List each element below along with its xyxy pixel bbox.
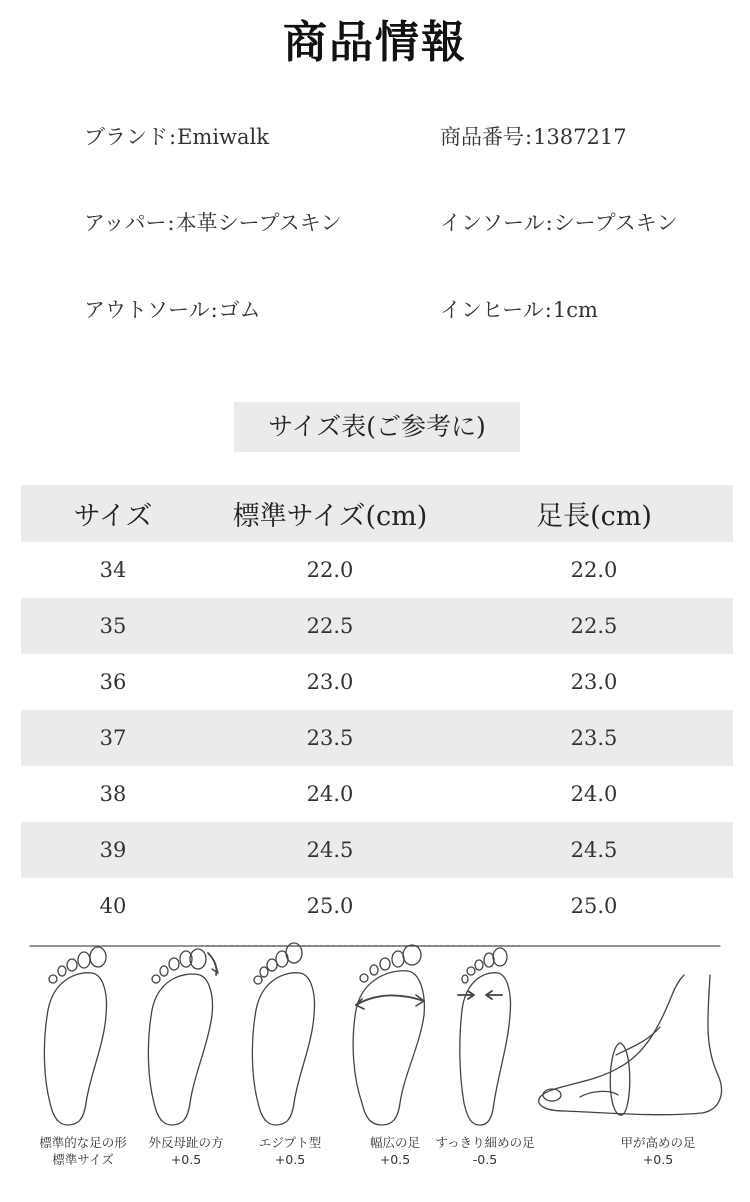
cell-standard-size: 24.5 <box>205 822 455 878</box>
foot-type-name: 外反母趾の方 <box>148 1135 224 1150</box>
spec-upper <box>84 207 342 237</box>
spec-label: アウトソール <box>84 298 210 322</box>
spec-value: 1387217 <box>533 125 627 149</box>
foot-type-standard <box>30 1134 136 1168</box>
cell-size: 35 <box>21 598 205 654</box>
foot-type-name: 幅広の足 <box>369 1135 420 1150</box>
table-row <box>21 822 733 878</box>
page-title: 商品情報 <box>283 17 467 68</box>
cell-standard-size: 24.0 <box>306 782 354 806</box>
foot-type-high-instep <box>606 1134 710 1168</box>
cell-standard-size: 25.0 <box>306 894 354 918</box>
table-row <box>21 654 733 710</box>
size-table <box>21 485 733 934</box>
foot-type-adjustment: -0.5 <box>472 1152 498 1167</box>
cell-foot-length: 23.0 <box>570 670 618 694</box>
column-header-standard-size: 標準サイズ(cm) <box>205 485 455 542</box>
foot-type-wide <box>350 1134 440 1168</box>
cell-size: 39 <box>21 822 205 878</box>
table-row <box>21 598 733 654</box>
foot-type-name: エジプト型 <box>258 1135 322 1150</box>
spec-separator: : <box>544 298 552 322</box>
spec-label: インヒール <box>440 298 544 322</box>
cell-size: 38 <box>99 782 127 806</box>
foot-type-name: 甲が高めの足 <box>620 1135 696 1150</box>
spec-separator: : <box>545 211 553 235</box>
cell-foot-length: 22.0 <box>570 558 618 582</box>
standard-foot-icon <box>44 947 106 1125</box>
foot-type-name: 標準的な足の形 <box>39 1135 127 1150</box>
size-chart-heading: サイズ表(ご参考に) <box>234 402 520 452</box>
cell-standard-size: 22.0 <box>306 558 354 582</box>
spec-item-number <box>440 121 627 151</box>
cell-size: 37 <box>21 710 205 766</box>
cell-size: 40 <box>99 894 127 918</box>
spec-label: 商品番号 <box>440 125 524 149</box>
spec-separator: : <box>167 211 175 235</box>
table-row <box>21 878 733 934</box>
wide-foot-icon <box>353 945 424 1125</box>
table-header-row <box>21 485 733 542</box>
spec-inner-heel <box>440 294 598 324</box>
spec-value: ゴム <box>218 298 261 322</box>
foot-type-adjustment: +0.5 <box>379 1152 411 1167</box>
high-instep-foot-icon <box>539 975 722 1115</box>
foot-type-name: すっきり細めの足 <box>435 1135 535 1150</box>
narrow-foot-icon <box>458 948 511 1125</box>
spec-value: Emiwalk <box>177 125 269 149</box>
foot-type-adjustment: 標準サイズ <box>52 1152 114 1167</box>
spec-value: 1cm <box>552 298 598 322</box>
foot-type-adjustment: +0.5 <box>274 1152 306 1167</box>
spec-insole <box>440 207 678 237</box>
foot-type-hallux-valgus <box>138 1134 234 1168</box>
cell-size: 36 <box>99 670 127 694</box>
cell-foot-length: 25.0 <box>570 894 618 918</box>
table-row <box>21 766 733 822</box>
table-row <box>21 542 733 598</box>
spec-label: ブランド <box>84 125 168 149</box>
table-row <box>21 710 733 766</box>
spec-value: 本革シープスキン <box>175 211 342 235</box>
foot-type-adjustment: +0.5 <box>170 1152 202 1167</box>
spec-label: アッパー <box>84 211 167 235</box>
spec-label: インソール <box>440 211 545 235</box>
foot-type-egyptian <box>242 1134 338 1168</box>
foot-type-adjustment: +0.5 <box>642 1152 674 1167</box>
spec-outsole <box>84 294 261 324</box>
spec-brand <box>84 121 269 151</box>
egyptian-foot-icon <box>252 943 314 1125</box>
spec-separator: : <box>210 298 218 322</box>
column-header-size: サイズ <box>21 485 205 542</box>
spec-separator: : <box>169 125 177 149</box>
cell-standard-size: 23.0 <box>306 670 354 694</box>
spec-value: シープスキン <box>553 211 678 235</box>
cell-standard-size: 23.5 <box>205 710 455 766</box>
hallux-valgus-foot-icon <box>148 949 218 1125</box>
cell-standard-size: 22.5 <box>205 598 455 654</box>
foot-type-narrow <box>432 1134 538 1168</box>
cell-size: 34 <box>99 558 127 582</box>
column-header-foot-length: 足長(cm) <box>455 485 733 542</box>
cell-foot-length: 24.5 <box>455 822 733 878</box>
spec-separator: : <box>525 125 533 149</box>
cell-foot-length: 23.5 <box>455 710 733 766</box>
cell-foot-length: 22.5 <box>455 598 733 654</box>
cell-foot-length: 24.0 <box>570 782 618 806</box>
